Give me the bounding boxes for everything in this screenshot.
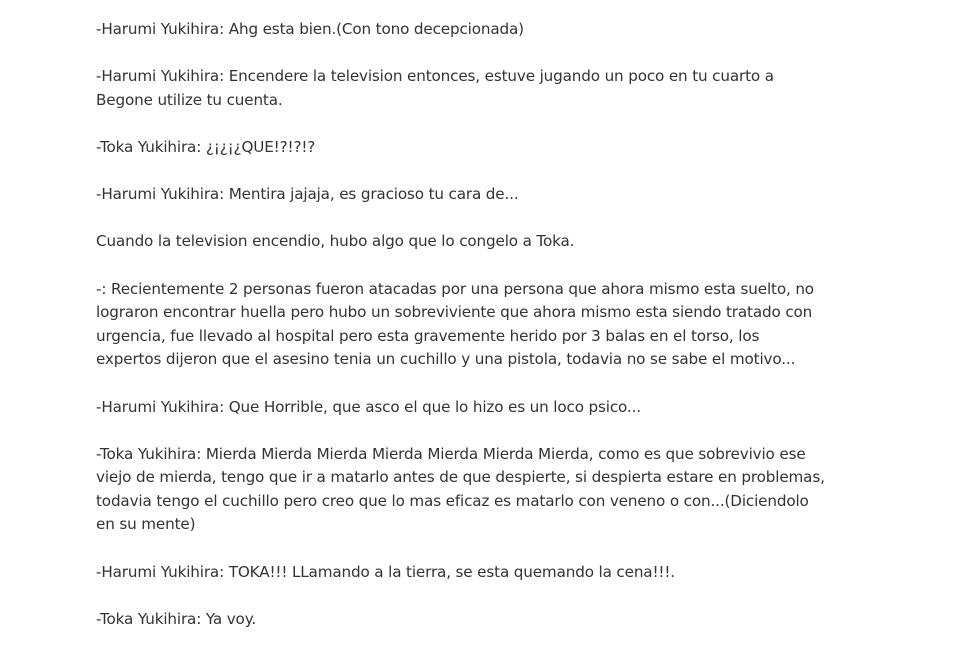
- text-line: en su mente): [96, 515, 196, 534]
- text-line: Begone utilize tu cuenta.: [96, 90, 283, 109]
- text-line: -Harumi Yukihira: Encendere la television entonces, estuve jugando un poco en tu cuarto a: [96, 67, 774, 86]
- paragraph: [96, 561, 826, 585]
- text-line: urgencia, fue llevado al hospital pero esta gravemente herido por 3 balas en el torso, los: [96, 326, 760, 345]
- paragraph: [96, 136, 826, 160]
- text-line: viejo de mierda, tengo que ir a matarlo antes de que despierte, si despierta estare en problemas,: [96, 468, 825, 487]
- text-line: todavia tengo el cuchillo pero creo que lo mas eficaz es matarlo con veneno o con...(Diciendolo: [96, 491, 809, 510]
- paragraph: [96, 18, 826, 42]
- paragraph: [96, 396, 826, 420]
- text-line: Cuando la television encendio, hubo algo que lo congelo a Toka.: [96, 232, 575, 251]
- paragraph: [96, 230, 826, 254]
- story-text: [96, 18, 826, 631]
- text-line: -Harumi Yukihira: Que Horrible, que asco el que lo hizo es un loco psico...: [96, 397, 641, 416]
- paragraph: [96, 65, 826, 112]
- paragraph: [96, 443, 826, 537]
- paragraph: [96, 278, 826, 372]
- text-line: -Toka Yukihira: Ya voy.: [96, 609, 257, 628]
- text-line: -Toka Yukihira: ¿¡¿¡¿QUE!?!?!?: [96, 137, 316, 156]
- text-line: -: Recientemente 2 personas fueron atacadas por una persona que ahora mismo esta suelto, no: [96, 279, 814, 298]
- paragraph: [96, 183, 826, 207]
- text-line: -Harumi Yukihira: Ahg esta bien.(Con tono decepcionada): [96, 20, 524, 38]
- text-line: -Harumi Yukihira: Mentira jajaja, es gracioso tu cara de...: [96, 185, 519, 204]
- text-line: lograron encontrar huella pero hubo un sobreviviente que ahora mismo esta siendo tratado con: [96, 303, 813, 322]
- text-line: -Harumi Yukihira: TOKA!!! LLamando a la tierra, se esta quemando la cena!!!.: [96, 562, 675, 581]
- text-line: -Toka Yukihira: Mierda Mierda Mierda Mierda Mierda Mierda Mierda, como es que sobrevivio ese: [96, 444, 806, 463]
- paragraph: [96, 608, 826, 632]
- text-line: expertos dijeron que el asesino tenia un cuchillo y una pistola, todavia no se sabe el motivo...: [96, 350, 796, 369]
